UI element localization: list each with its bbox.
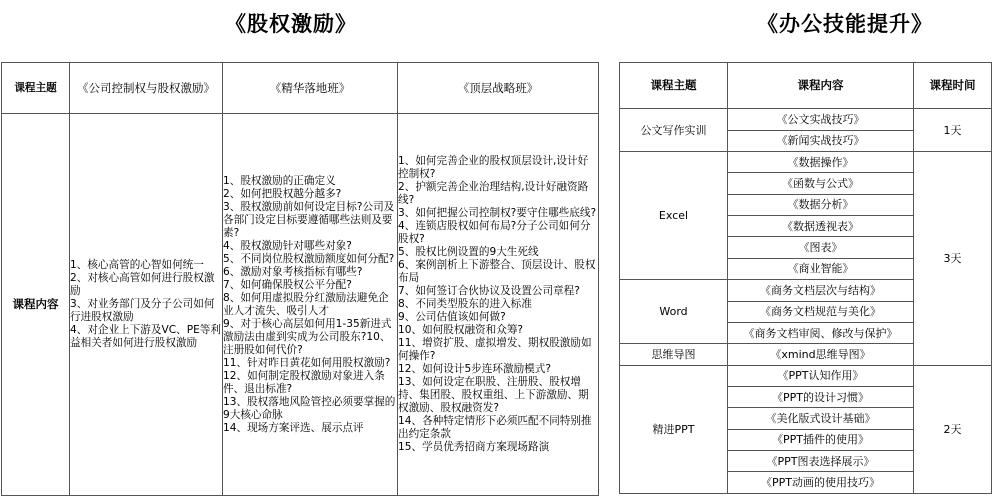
list-item: 12、如何设计5步连环激励模式? xyxy=(398,363,551,375)
header-topic: 课程主题 xyxy=(2,63,70,114)
list-item: 2、对核心高管如何进行股权激励 xyxy=(70,272,215,297)
course-item: 《数据分析》 xyxy=(728,194,914,215)
header-topic: 课程主题 xyxy=(620,63,728,109)
right-title: 《办公技能提升》 xyxy=(757,12,933,36)
list-item: 6、案例剖析上下游整合、顶层设计、股权布局 xyxy=(398,259,596,284)
list-item: 1、股权激励的正确定义 xyxy=(223,174,336,187)
course-item: 《PPT插件的使用》 xyxy=(728,429,914,450)
list-item: 15、学员优秀招商方案现场路演 xyxy=(398,441,550,453)
list-item: 7、如何签订合伙协议及设置公司章程? xyxy=(398,285,580,297)
course-item: 《PPT认知作用》 xyxy=(728,365,914,386)
list-item: 11、增资扩股、虚拟增发、期权股激励如何操作? xyxy=(398,337,592,362)
course-item: 《美化版式设计基础》 xyxy=(728,408,914,429)
course-item: 《PPT图表选择展示》 xyxy=(728,451,914,472)
table-row xyxy=(620,109,992,130)
course-item: 《数据透视表》 xyxy=(728,216,914,237)
course-time: 3天 xyxy=(914,152,992,366)
course-item: 《PPT的设计习惯》 xyxy=(728,386,914,407)
header-col2: 《精华落地班》 xyxy=(223,63,398,114)
group-topic: 公文写作实训 xyxy=(620,109,728,152)
left-title: 《股权激励》 xyxy=(225,12,357,36)
equity-incentive-table xyxy=(1,62,599,496)
header-col3: 《顶层战略班》 xyxy=(398,63,599,114)
list-item: 8、不同类型股东的进入标准 xyxy=(398,298,532,310)
row-label: 课程内容 xyxy=(2,114,70,496)
col2-list xyxy=(223,114,398,496)
list-item: 14、现场方案评选、展示点评 xyxy=(223,421,364,434)
course-item: 《新闻实战技巧》 xyxy=(728,130,914,151)
course-item: 《商务文档规范与美化》 xyxy=(728,301,914,322)
list-item: 6、激励对象考核指标有哪些? xyxy=(223,265,363,278)
list-item: 7、如何确保股权公平分配? xyxy=(223,278,352,291)
header-row xyxy=(620,63,992,109)
list-item: 3、对业务部门及分子公司如何行进股权激励 xyxy=(70,298,215,323)
list-item: 9、对于核心高层如何用1-35新进式激励法由虚到实成为公司股东?10、注册股如何代价? xyxy=(223,317,392,356)
list-item: 11、针对昨日黄花如何用股权激励? xyxy=(223,356,391,369)
list-item: 5、不同岗位股权激励额度如何分配? xyxy=(223,252,395,265)
list-item: 4、股权激励针对哪些对象? xyxy=(223,239,352,252)
col1-list xyxy=(70,114,223,496)
col3-list xyxy=(398,114,599,496)
list-item: 3、如何把握公司控制权?要守住哪些底线? xyxy=(398,207,597,219)
course-item: 《公文实战技巧》 xyxy=(728,109,914,130)
course-time: 2天 xyxy=(914,365,992,493)
header-col1: 《公司控制权与股权激励》 xyxy=(70,63,223,114)
course-item: 《图表》 xyxy=(728,237,914,258)
course-item: 《函数与公式》 xyxy=(728,173,914,194)
office-skills-table xyxy=(619,62,992,494)
course-time: 1天 xyxy=(914,109,992,152)
course-item: 《xmind思维导图》 xyxy=(728,344,914,365)
header-row xyxy=(2,63,599,114)
course-item: 《商务文档层次与结构》 xyxy=(728,280,914,301)
header-content: 课程内容 xyxy=(728,63,914,109)
course-item: 《商务文档审阅、修改与保护》 xyxy=(728,322,914,343)
list-item: 14、各种特定情形下必须匹配不同特别推出约定条款 xyxy=(398,415,592,440)
content-row xyxy=(2,114,599,496)
list-item: 13、股权落地风险管控必须要掌握的9大核心命脉 xyxy=(223,395,396,421)
list-item: 4、连锁店股权如何布局?分子公司如何分股权? xyxy=(398,220,591,245)
list-item: 1、如何完善企业的股权顶层设计,设计好控制权? xyxy=(398,155,589,180)
table-row xyxy=(620,152,992,173)
list-item: 10、如何股权融资和众筹? xyxy=(398,324,524,336)
group-topic: 精进PPT xyxy=(620,365,728,493)
group-topic: 思维导图 xyxy=(620,344,728,365)
list-item: 9、公司估值该如何做? xyxy=(398,311,506,323)
group-topic: Word xyxy=(620,280,728,344)
list-item: 3、股权激励前如何设定目标?公司及各部门设定目标要遵循哪些法则及要素? xyxy=(223,200,395,239)
group-topic: Excel xyxy=(620,152,728,280)
list-item: 1、核心高管的心智如何统一 xyxy=(70,259,204,271)
table-row xyxy=(620,365,992,386)
course-item: 《PPT动画的使用技巧》 xyxy=(728,472,914,494)
course-item: 《数据操作》 xyxy=(728,152,914,173)
list-item: 2、护额完善企业治理结构,设计好融资路线? xyxy=(398,181,589,206)
list-item: 4、对企业上下游及VC、PE等利益相关者如何进行股权激励 xyxy=(70,324,221,349)
list-item: 2、如何把股权越分越多? xyxy=(223,187,342,200)
list-item: 13、如何设定在职股、注册股、股权增持、集团股、股权重组、上下游激励、期权激励、股权融资发? xyxy=(398,376,589,414)
list-item: 5、股权比例设置的9大生死线 xyxy=(398,246,539,258)
course-item: 《商业智能》 xyxy=(728,258,914,279)
header-time: 课程时间 xyxy=(914,63,992,109)
list-item: 12、如何制定股权激励对象进入条件、退出标准? xyxy=(223,369,385,395)
list-item: 8、如何用虚拟股分红激励法避免企业人才流失、吸引人才 xyxy=(223,291,389,317)
